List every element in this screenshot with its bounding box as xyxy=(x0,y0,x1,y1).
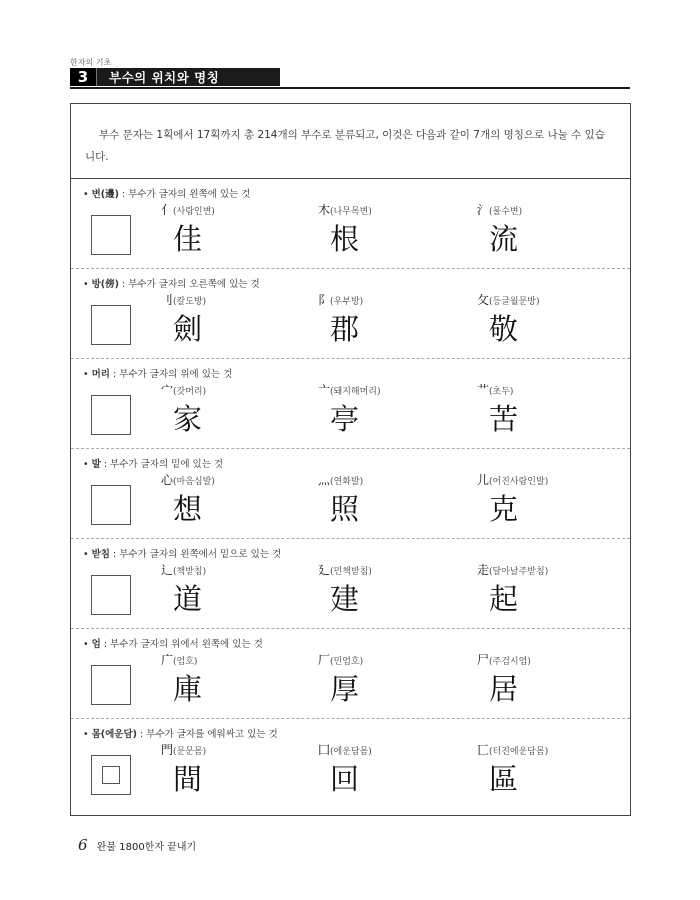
radical-glyph: 艹 xyxy=(477,383,490,397)
row-description: : 부수가 글자의 오른쪽에 있는 것 xyxy=(119,279,260,290)
example-item xyxy=(161,201,301,256)
example-character: 道 xyxy=(173,582,203,616)
radical-label xyxy=(477,651,617,668)
example-item xyxy=(161,741,301,796)
row-term: 방(傍) xyxy=(91,279,119,290)
radical-label xyxy=(161,201,301,218)
radical-name: (책받침) xyxy=(173,567,207,577)
radical-name: (초두) xyxy=(489,387,514,397)
row-description: : 부수가 글자의 위에 있는 것 xyxy=(109,369,233,380)
radical-row xyxy=(71,719,630,814)
radical-glyph: 厂 xyxy=(318,653,331,667)
radical-name: (민책받침) xyxy=(330,567,372,577)
radical-name: (터진에운담몸) xyxy=(489,747,549,757)
example-character: 郡 xyxy=(330,312,360,346)
radical-glyph: 匸 xyxy=(477,743,490,757)
position-diagram-box xyxy=(91,665,131,705)
row-definition xyxy=(83,186,250,200)
radical-label xyxy=(318,741,458,758)
radical-label xyxy=(161,381,301,398)
running-head: 한자의 기초 xyxy=(70,58,112,67)
radical-label xyxy=(318,381,458,398)
example-item xyxy=(318,201,458,256)
row-term: 머리 xyxy=(91,369,110,380)
radical-name: (문문몸) xyxy=(173,747,207,757)
position-diagram-box xyxy=(91,215,131,255)
bullet: • xyxy=(83,549,92,560)
radical-glyph: 宀 xyxy=(161,383,174,397)
example-character: 厚 xyxy=(330,672,360,706)
radical-label xyxy=(161,561,301,578)
radical-name: (나무목변) xyxy=(330,207,372,217)
section-title: 부수의 위치와 명칭 xyxy=(109,70,220,85)
example-item xyxy=(477,471,617,526)
radical-name: (마음심발) xyxy=(173,477,215,487)
example-item xyxy=(477,561,617,616)
position-diagram-box xyxy=(91,755,131,795)
radical-name: (등글월문방) xyxy=(489,297,540,307)
radical-label xyxy=(161,741,301,758)
radical-glyph: 阝 xyxy=(318,293,331,307)
radical-row xyxy=(71,629,630,719)
row-term: 받침 xyxy=(91,549,110,560)
radical-name: (칼도방) xyxy=(173,297,207,307)
example-item xyxy=(477,201,617,256)
radical-label xyxy=(318,291,458,308)
radical-glyph: 辶 xyxy=(161,563,174,577)
position-diagram-box xyxy=(91,305,131,345)
example-item xyxy=(318,561,458,616)
radical-label xyxy=(161,291,301,308)
radical-glyph: 門 xyxy=(161,743,174,757)
content-box xyxy=(70,103,631,816)
example-character: 佳 xyxy=(173,222,203,256)
row-term: 엄 xyxy=(91,639,101,650)
example-item xyxy=(477,741,617,796)
radical-label xyxy=(477,381,617,398)
radical-label xyxy=(318,561,458,578)
section-header xyxy=(70,68,280,86)
bullet: • xyxy=(83,729,92,740)
radical-glyph: 亠 xyxy=(318,383,331,397)
radical-name: (주검시엄) xyxy=(489,657,531,667)
example-item xyxy=(477,651,617,706)
row-definition xyxy=(83,636,263,650)
radical-glyph: 灬 xyxy=(318,473,331,487)
example-character: 流 xyxy=(489,222,519,256)
radical-glyph: 攵 xyxy=(477,293,490,307)
radical-label xyxy=(318,201,458,218)
bullet: • xyxy=(83,369,92,380)
example-item xyxy=(477,291,617,346)
example-character: 苦 xyxy=(489,402,519,436)
radical-name: (달아날주받침) xyxy=(489,567,549,577)
radical-glyph: 刂 xyxy=(161,293,174,307)
position-diagram-box xyxy=(91,575,131,615)
radical-row xyxy=(71,269,630,359)
page-footer xyxy=(78,836,196,854)
radical-label xyxy=(477,741,617,758)
radical-name: (돼지해머리) xyxy=(330,387,381,397)
radical-label xyxy=(318,651,458,668)
radical-row xyxy=(71,539,630,629)
radical-label xyxy=(318,471,458,488)
example-character: 起 xyxy=(489,582,519,616)
radical-name: (민엄호) xyxy=(330,657,364,667)
example-character: 根 xyxy=(330,222,360,256)
bullet: • xyxy=(83,189,92,200)
radical-label xyxy=(477,201,617,218)
position-diagram-box xyxy=(91,485,131,525)
example-item xyxy=(318,741,458,796)
radical-glyph: 亻 xyxy=(161,203,174,217)
radical-glyph: 氵 xyxy=(477,203,490,217)
example-character: 亭 xyxy=(330,402,360,436)
bullet: • xyxy=(83,639,92,650)
enclosed-square xyxy=(102,766,120,784)
example-character: 區 xyxy=(489,762,519,796)
radical-glyph: 广 xyxy=(161,653,174,667)
row-description: : 부수가 글자를 에워싸고 있는 것 xyxy=(137,729,278,740)
example-item xyxy=(477,381,617,436)
bullet: • xyxy=(83,279,92,290)
radical-name: (연화발) xyxy=(330,477,364,487)
row-term: 발 xyxy=(91,459,101,470)
example-character: 克 xyxy=(489,492,519,526)
radical-rows xyxy=(71,179,630,814)
example-item xyxy=(318,291,458,346)
radical-row xyxy=(71,179,630,269)
example-character: 回 xyxy=(330,762,360,796)
radical-label xyxy=(161,651,301,668)
row-description: : 부수가 글자의 왼쪽에 있는 것 xyxy=(119,189,251,200)
example-character: 照 xyxy=(330,492,360,526)
radical-glyph: 心 xyxy=(161,473,174,487)
intro-text: 부수 문자는 1획에서 17획까지 총 214개의 부수로 분류되고, 이것은 다음과 같이 7개의 명칭으로 나눌 수 있습니다. xyxy=(71,104,630,179)
row-description: : 부수가 글자의 위에서 왼쪽에 있는 것 xyxy=(100,639,263,650)
bullet: • xyxy=(83,459,92,470)
radical-name: (어진사람인발) xyxy=(489,477,549,487)
example-item xyxy=(161,471,301,526)
example-item xyxy=(161,651,301,706)
radical-glyph: 儿 xyxy=(477,473,490,487)
radical-label xyxy=(161,471,301,488)
example-item xyxy=(161,291,301,346)
radical-glyph: 尸 xyxy=(477,653,490,667)
row-term: 변(邊) xyxy=(91,189,119,200)
example-item xyxy=(318,471,458,526)
example-character: 想 xyxy=(173,492,203,526)
row-definition xyxy=(83,366,232,380)
example-character: 家 xyxy=(173,402,203,436)
row-definition xyxy=(83,546,281,560)
section-number: 3 xyxy=(70,68,97,86)
example-item xyxy=(318,651,458,706)
row-definition xyxy=(83,456,223,470)
example-item xyxy=(161,561,301,616)
example-item xyxy=(161,381,301,436)
radical-glyph: 廴 xyxy=(318,563,331,577)
example-character: 劍 xyxy=(173,312,203,346)
radical-name: (엄호) xyxy=(173,657,198,667)
example-character: 庫 xyxy=(173,672,203,706)
row-definition xyxy=(83,726,278,740)
radical-label xyxy=(477,561,617,578)
radical-name: (사람인변) xyxy=(173,207,215,217)
example-item xyxy=(318,381,458,436)
book-title: 완불 1800한자 끝내기 xyxy=(96,842,197,853)
row-term: 몸(에운담) xyxy=(91,729,138,740)
radical-name: (에운담몸) xyxy=(330,747,372,757)
radical-name: (물수변) xyxy=(489,207,523,217)
radical-glyph: 木 xyxy=(318,203,331,217)
radical-name: (갓머리) xyxy=(173,387,207,397)
example-character: 建 xyxy=(330,582,360,616)
page-number: 6 xyxy=(78,836,88,854)
radical-glyph: 囗 xyxy=(318,743,331,757)
header-rule xyxy=(70,87,630,89)
row-description: : 부수가 글자의 밑에 있는 것 xyxy=(100,459,224,470)
radical-row xyxy=(71,449,630,539)
row-description: : 부수가 글자의 왼쪽에서 밑으로 있는 것 xyxy=(109,549,282,560)
radical-name: (우부방) xyxy=(330,297,364,307)
radical-row xyxy=(71,359,630,449)
position-diagram-box xyxy=(91,395,131,435)
radical-glyph: 走 xyxy=(477,563,490,577)
radical-label xyxy=(477,471,617,488)
row-definition xyxy=(83,276,260,290)
example-character: 敬 xyxy=(489,312,519,346)
example-character: 居 xyxy=(489,672,519,706)
example-character: 間 xyxy=(173,762,203,796)
radical-label xyxy=(477,291,617,308)
